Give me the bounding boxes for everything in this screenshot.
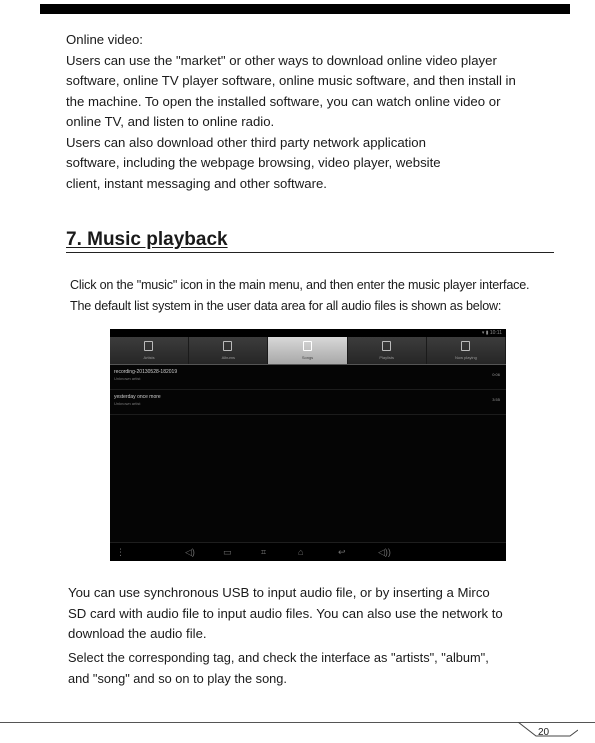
music-note-icon	[303, 341, 312, 351]
song-title: recording-20130528-182019	[114, 369, 178, 375]
text-line: SD card with audio file to input audio files. You can also use the network to	[68, 605, 503, 621]
tab-label: Now playing	[455, 355, 477, 360]
intro-paragraph	[70, 275, 529, 316]
song-artist: Unknown artist	[114, 401, 141, 406]
tab-label: Artists	[143, 355, 155, 360]
tab-label: Songs	[301, 355, 314, 360]
page-number: 20	[538, 727, 550, 738]
text-line: Users can also download other third party network application	[66, 134, 426, 150]
song-row[interactable]	[110, 390, 506, 415]
section-heading	[66, 228, 554, 253]
tab-now-playing[interactable]	[427, 337, 506, 364]
song-title: yesterday once more	[114, 394, 161, 400]
menu-icon[interactable]: ⋮	[116, 547, 125, 557]
text-line: software, including the webpage browsing, video player, website	[66, 155, 441, 170]
song-artist: Unknown artist	[114, 376, 141, 381]
now-playing-icon	[461, 341, 470, 351]
text-line: You can use synchronous USB to input audio file, or by inserting a Mirco	[68, 585, 490, 600]
tab-songs[interactable]	[268, 337, 347, 364]
music-tabs	[110, 337, 506, 365]
text-line: Online video:	[66, 32, 143, 47]
artist-icon	[144, 341, 153, 351]
song-row[interactable]	[110, 365, 506, 390]
music-player-screenshot	[110, 329, 506, 561]
tab-label: Albums	[221, 355, 235, 360]
footer-rule	[0, 722, 595, 723]
tab-playlists[interactable]	[348, 337, 427, 364]
volume-down-icon[interactable]: ◁)	[185, 547, 195, 557]
online-video-paragraph	[66, 30, 566, 194]
volume-up-icon[interactable]: ◁))	[378, 547, 391, 557]
home-icon[interactable]: ⌂	[298, 547, 304, 557]
song-duration: 3:55	[492, 397, 500, 402]
status-bar	[110, 329, 506, 337]
song-duration: 0:06	[492, 372, 500, 377]
text-line: client, instant messaging and other software.	[66, 175, 327, 191]
text-line: online TV, and listen to online radio.	[66, 114, 275, 129]
usb-paragraph	[68, 583, 503, 645]
screenshot-icon[interactable]: ⌗	[261, 547, 267, 557]
recent-apps-icon[interactable]: ▭	[223, 547, 232, 557]
tab-label: Playlists	[379, 355, 395, 360]
text-line: Select the corresponding tag, and check the interface as "artists", "album",	[68, 650, 489, 665]
text-line: and "song" and so on to play the song.	[68, 670, 287, 686]
section-heading-text: 7. Music playback	[66, 229, 228, 250]
text-line: download the audio file.	[68, 626, 207, 641]
text-line: the machine. To open the installed software, you can watch online video or	[66, 93, 501, 109]
text-line: Click on the "music" icon in the main menu, and then enter the music player interface.	[70, 278, 530, 292]
select-paragraph	[68, 648, 489, 689]
tab-albums[interactable]	[189, 337, 268, 364]
system-nav-bar	[110, 542, 506, 561]
album-icon	[223, 341, 232, 351]
text-line: The default list system in the user data area for all audio files is shown as below:	[70, 298, 502, 313]
text-line: software, online TV player software, online music software, and then install in	[66, 73, 516, 88]
status-text: ▾ ▮ 10:11	[481, 330, 502, 336]
text-line: Users can use the "market" or other ways to download online video player	[66, 52, 497, 68]
tab-artists[interactable]	[110, 337, 189, 364]
header-bar	[40, 4, 570, 14]
back-icon[interactable]: ↩	[338, 547, 346, 557]
playlist-icon	[382, 341, 391, 351]
